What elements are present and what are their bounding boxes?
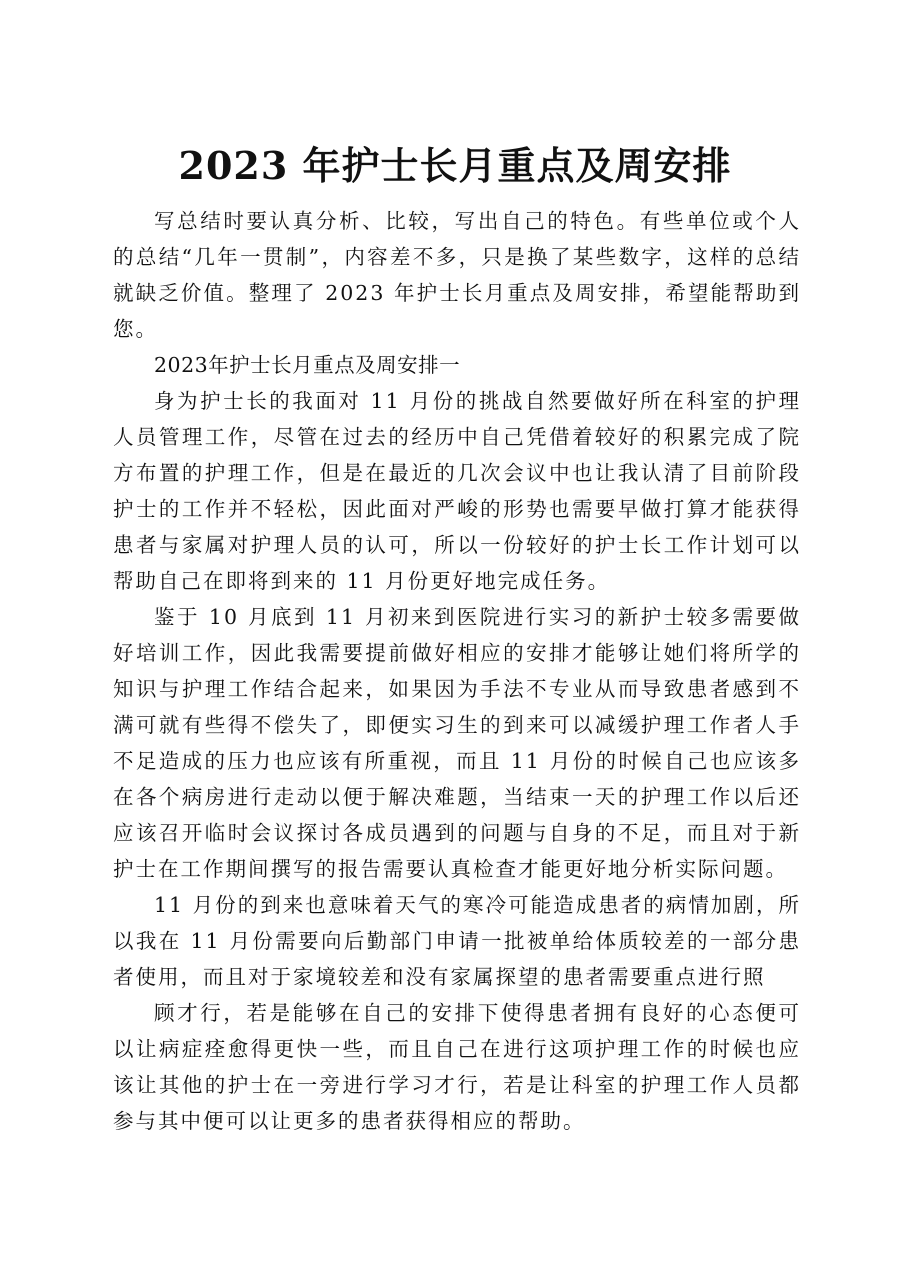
document-body <box>113 203 801 1139</box>
section-subheading: 2023年护士长月重点及周安排一 <box>154 353 461 377</box>
paragraph-body-2: 鉴于 10 月底到 11 月初来到医院进行实习的新护士较多需要做好培训工作，因此我需要提前做好相应的安排才能够让她们将所学的知识与护理工作结合起来，如果因为手法不专业从而导致患者感到不满可就有些得不偿失了，即便实习生的到来可以减缓护理工作者人手不足造成的压力也应该有所重视，而且 11 月份的时候自己也应该多在各个病房进行走动以便于解决难题，当结束一天的护理工作以后还应该召开临时会议探讨各成员遇到的问题与自身的不足，而且对于新护士在工作期间撰写的报告需要认真检查才能更好地分析实际问题。 <box>113 605 801 881</box>
paragraph-intro: 写总结时要认真分析、比较，写出自己的特色。有些单位或个人的总结“几年一贯制”，内容差不多，只是换了某些数字，这样的总结就缺乏价值。整理了 2023 年护士长月重点及周安排，希望能帮助到您。 <box>113 209 801 341</box>
paragraph-body-4: 顾才行，若是能够在自己的安排下使得患者拥有良好的心态便可以让病症痊愈得更快一些，而且自己在进行这项护理工作的时候也应该让其他的护士在一旁进行学习才行，若是让科室的护理工作人员都参与其中便可以让更多的患者获得相应的帮助。 <box>113 1001 801 1133</box>
document-title: 2023 年护士长月重点及周安排 <box>178 143 732 188</box>
paragraph-body-1: 身为护士长的我面对 11 月份的挑战自然要做好所在科室的护理人员管理工作，尽管在过去的经历中自己凭借着较好的积累完成了院方布置的护理工作，但是在最近的几次会议中也让我认清了目前阶段护士的工作并不轻松，因此面对严峻的形势也需要早做打算才能获得患者与家属对护理人员的认可，所以一份较好的护士长工作计划可以帮助自己在即将到来的 11 月份更好地完成任务。 <box>113 389 801 593</box>
paragraph-body-3: 11 月份的到来也意味着天气的寒冷可能造成患者的病情加剧，所以我在 11 月份需要向后勤部门申请一批被单给体质较差的一部分患者使用，而且对于家境较差和没有家属探望的患者需要重点进行照 <box>113 893 801 989</box>
